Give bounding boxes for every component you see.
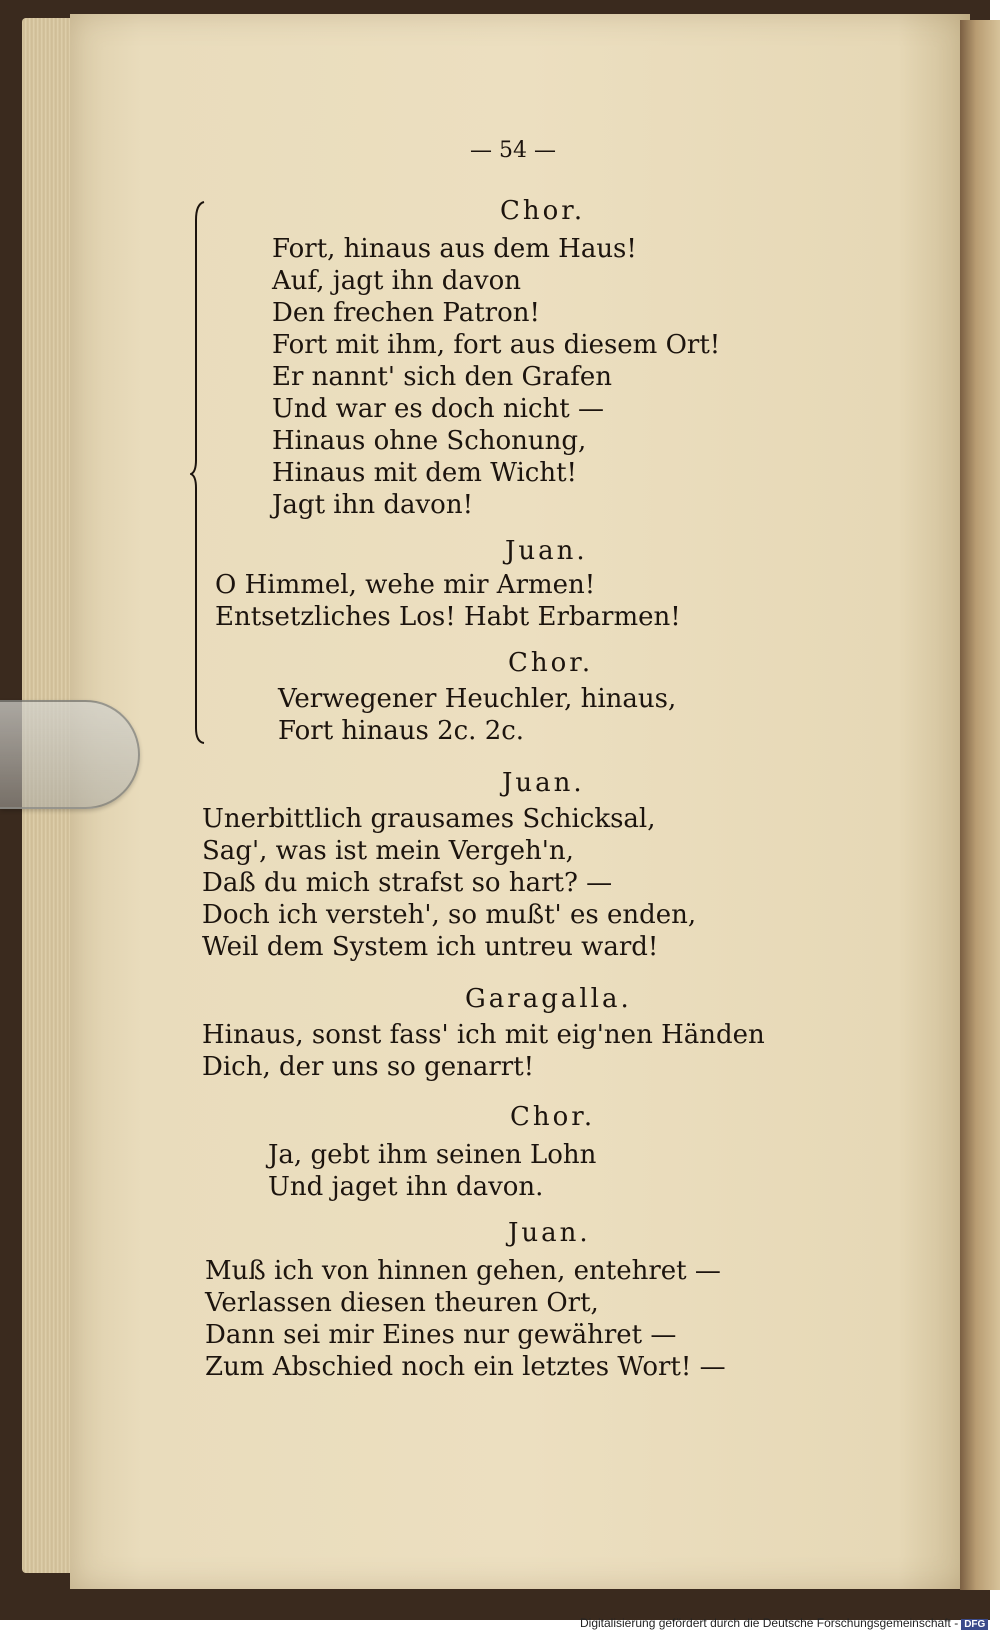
- speaker-label: Juan.: [508, 1218, 591, 1248]
- digitization-credit: [580, 1616, 988, 1630]
- verse-line: Muß ich von hinnen gehen, entehret —: [205, 1256, 721, 1286]
- page-clip: [0, 700, 140, 809]
- verse-line: Hinaus mit dem Wicht!: [272, 458, 578, 488]
- verse-line: Dich, der uns so genarrt!: [202, 1052, 535, 1082]
- verse-line: Unerbittlich grausames Schicksal,: [202, 804, 656, 834]
- verse-line: Auf, jagt ihn davon: [272, 266, 521, 296]
- verse-line: Verlassen diesen theuren Ort,: [205, 1288, 599, 1318]
- verse-line: Verwegener Heuchler, hinaus,: [278, 684, 677, 714]
- verse-line: Ja, gebt ihm seinen Lohn: [268, 1140, 597, 1170]
- verse-line: Zum Abschied noch ein letztes Wort! —: [205, 1352, 726, 1382]
- verse-line: Und war es doch nicht —: [272, 394, 604, 424]
- verse-line: Entsetzliches Los! Habt Erbarmen!: [215, 602, 681, 632]
- verse-line: Den frechen Patron!: [272, 298, 540, 328]
- verse-line: Fort mit ihm, fort aus diesem Ort!: [272, 330, 721, 360]
- credit-text: Digitalisierung gefördert durch die Deutsche Forschungsgemeinschaft -: [580, 1616, 959, 1630]
- verse-line: Fort, hinaus aus dem Haus!: [272, 234, 637, 264]
- speaker-label: Juan.: [502, 768, 585, 798]
- speaker-label: Chor.: [510, 1102, 596, 1132]
- verse-line: Hinaus, sonst fass' ich mit eig'nen Händen: [202, 1020, 765, 1050]
- verse-line: Hinaus ohne Schonung,: [272, 426, 587, 456]
- next-page-edge: [960, 20, 1000, 1590]
- verse-line: Fort hinaus 2c. 2c.: [278, 716, 525, 746]
- page-number: — 54 —: [470, 138, 556, 163]
- verse-line: Daß du mich strafst so hart? —: [202, 868, 613, 898]
- verse-line: Dann sei mir Eines nur gewähret —: [205, 1320, 677, 1350]
- verse-line: O Himmel, wehe mir Armen!: [215, 570, 596, 600]
- dfg-logo: DFG: [961, 1619, 988, 1630]
- verse-line: Doch ich versteh', so mußt' es enden,: [202, 900, 697, 930]
- verse-line: Jagt ihn davon!: [272, 490, 474, 520]
- verse-line: Weil dem System ich untreu ward!: [202, 932, 659, 962]
- verse-line: Und jaget ihn davon.: [268, 1172, 544, 1202]
- verse-line: Sag', was ist mein Vergeh'n,: [202, 836, 574, 866]
- speaker-label: Juan.: [505, 536, 588, 566]
- chorus-brace: [190, 200, 208, 745]
- verse-line: Er nannt' sich den Grafen: [272, 362, 612, 392]
- speaker-label: Chor.: [508, 648, 594, 678]
- speaker-label: Garagalla.: [465, 984, 632, 1014]
- speaker-label: Chor.: [500, 196, 586, 226]
